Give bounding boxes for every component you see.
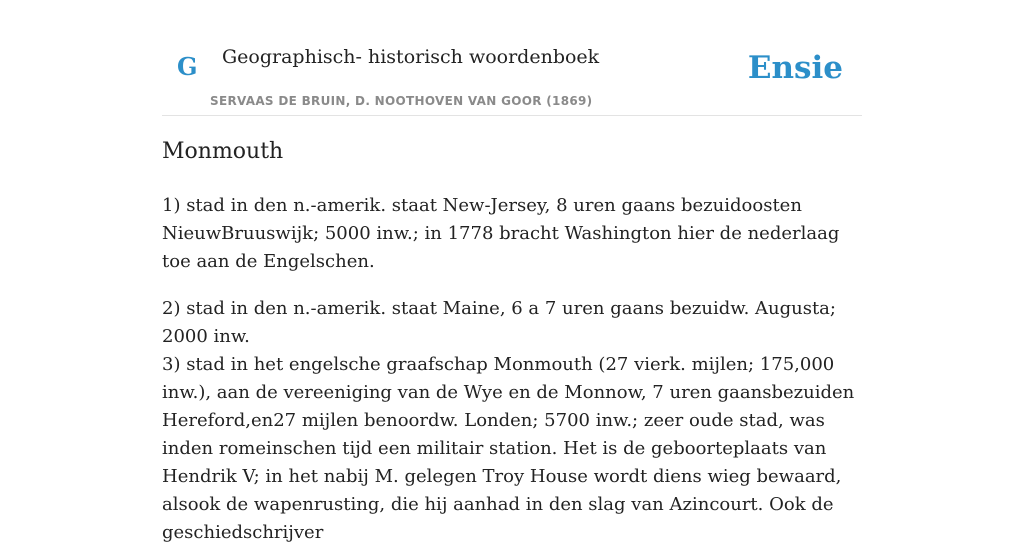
brand-logo[interactable]: Ensie <box>747 50 843 86</box>
book-author: SERVAAS DE BRUIN, D. NOOTHOVEN VAN GOOR (1869) <box>210 94 593 108</box>
book-logo-icon[interactable]: G <box>177 52 198 81</box>
entry-content <box>162 192 862 547</box>
entry-paragraph: 2) stad in den n.-amerik. staat Maine, 6 a 7 uren gaans bezuidw. Augusta; 2000 inw. <box>162 298 836 347</box>
entry-paragraph: 1) stad in den n.-amerik. staat New-Jersey, 8 uren gaans bezuidoosten NieuwBruuswijk; 5000 inw.; in 1778 bracht Washington hier de nederlaag toe aan de Engelschen. <box>162 195 840 272</box>
entry-paragraph: 3) stad in het engelsche graafschap Monmouth (27 vierk. mijlen; 175,000 inw.), aan de vereeniging van de Wye en de Monnow, 7 uren gaansbezuiden Hereford,en27 mijlen benoordw. Londen; 5700 inw.; zeer oude stad, was inden romeinschen tijd een militair station. Het is de geboorteplaats van Hendrik V; in het nabij M. gelegen Troy House wordt diens wieg bewaard, alsook de wapenrusting, die hij aanhad in den slag van Azincourt. Ook de geschiedschrijver <box>162 354 855 543</box>
header <box>162 40 862 116</box>
entry-title: Monmouth <box>162 139 284 164</box>
book-title[interactable]: Geographisch- historisch woordenboek <box>222 46 600 68</box>
